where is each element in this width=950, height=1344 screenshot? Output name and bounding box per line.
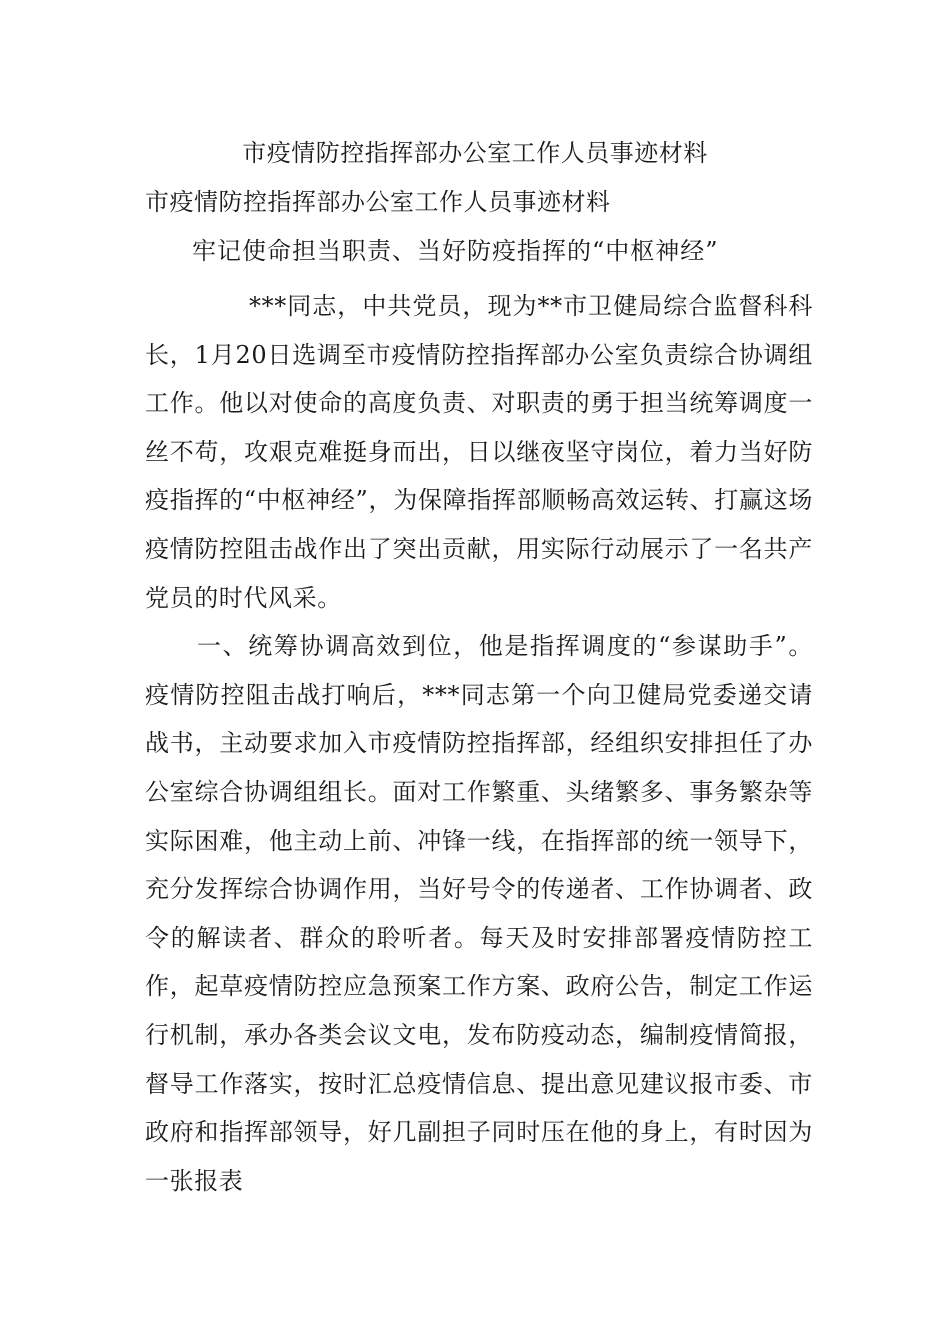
document-title: 市疫情防控指挥部办公室工作人员事迹材料 — [242, 139, 708, 167]
paragraph-section-1: 一、统筹协调高效到位，他是指挥调度的“参谋助手”。疫情防控阻击战打响后，***同志第一个向卫健局党委递交请战书，主动要求加入市疫情防控指挥部，经组织安排担任了办公室综合协调组组长。面对工作繁重、头绪繁多、事务繁杂等实际困难，他主动上前、冲锋一线，在指挥部的统一领导下，充分发挥综合协调作用，当好号令的传递者、工作协调者、政令的解读者、群众的聆听者。每天及时安排部署疫情防控工作，起草疫情防控应急预案工作方案、政府公告，制定工作运行机制，承办各类会议文电，发布防疫动态，编制疫情简报，督导工作落实，按时汇总疫情信息、提出意见建议报市委、市政府和指挥部领导，好几副担子同时压在他的身上，有时因为一张报表 — [145, 632, 813, 1195]
document-title-repeat: 市疫情防控指挥部办公室工作人员事迹材料 — [145, 188, 611, 216]
document-body — [145, 282, 813, 1205]
document-subtitle: 牢记使命担当职责、当好防疫指挥的“中枢神经” — [192, 237, 719, 265]
paragraph-intro: ***同志，中共党员，现为**市卫健局综合监督科科长，1月20日选调至市疫情防控指挥部办公室负责综合协调组工作。他以对使命的高度负责、对职责的勇于担当统筹调度一丝不苟，攻艰克难挺身而出，日以继夜坚守岗位，着力当好防疫指挥的“中枢神经”，为保障指挥部顺畅高效运转、打赢这场疫情防控阻击战作出了突出贡献，用实际行动展示了一名共产党员的时代风采。 — [145, 292, 813, 612]
